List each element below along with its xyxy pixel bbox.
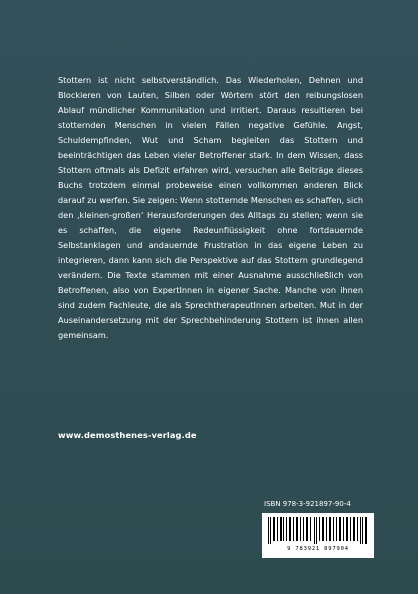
barcode (262, 513, 374, 558)
barcode-digits: 9 783921 897904 (287, 546, 349, 552)
publisher-website: www.demosthenes-verlag.de (58, 430, 197, 440)
blurb-text: Stottern ist nicht selbstverständlich. Das Wiederholen, Dehnen und Blockieren von Lauten, Silben oder Wörtern stört den reibungslosen Ablauf mündlicher Kommunikation und irritiert. Daraus resultieren bei stotternden Menschen in vielen Fällen negative Gefühle. Angst, Schuldempfinden, Wut und Scham begleiten das Stottern und beeinträchtigen das Leben vieler Betroffener stark. In dem Wissen, dass Stottern oftmals als Defizit erfahren wird, versuchen alle Beiträge dieses Buchs trotzdem einmal probeweise einen vollkommen anderen Blick darauf zu werfen. Sie zeigen: Wenn stotternde Menschen es schaffen, sich den ‚kleinen-großen‘ Herausforderungen des Alltags zu stellen; wenn sie es schaffen, die eigene Redeunflüssigkeit ohne fortdauernde Selbstanklagen und andauernde Frustration in das eigene Leben zu integrieren, dann kann sich die Perspektive auf das Stottern grundlegend verändern. Die Texte stammen mit einer Ausnahme ausschließlich von Betroffenen, also von ExpertInnen in eigener Sache. Manche von ihnen sind zudem Fachleute, die als SprechtherapeutInnen arbeiten. Mut in der Auseinandersetzung mit der Sprechbehinderung Stottern ist ihnen allen gemeinsam. (58, 75, 363, 340)
barcode-bars-icon (268, 517, 368, 544)
isbn-label: ISBN 978-3-921897-90-4 (264, 500, 351, 508)
